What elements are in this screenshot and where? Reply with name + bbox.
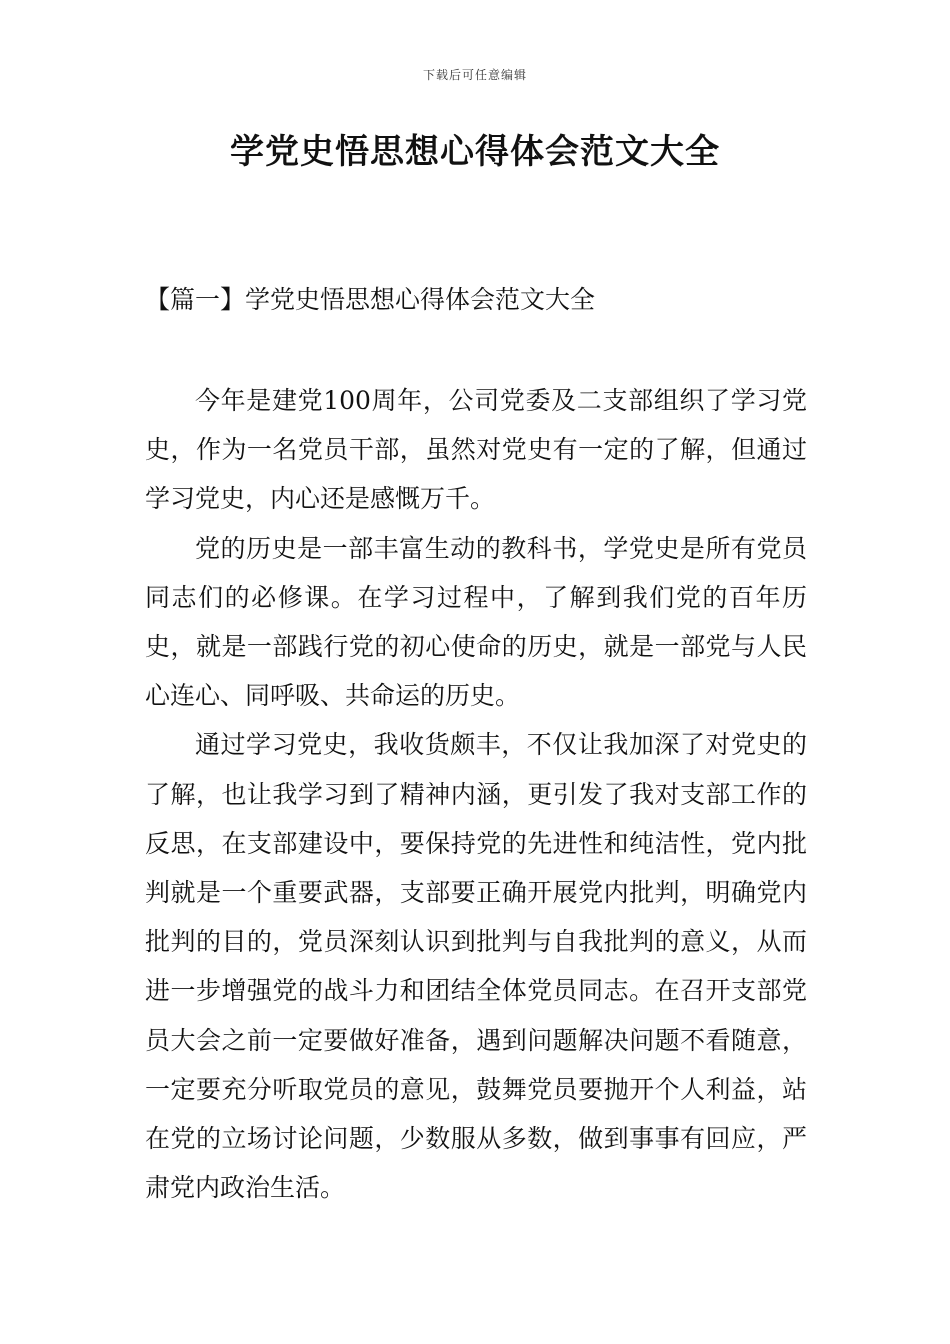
document-body <box>145 376 807 1212</box>
section-heading: 【篇一】学党史悟思想心得体会范文大全 <box>145 285 596 314</box>
paragraph-2: 党的历史是一部丰富生动的教科书，学党史是所有党员同志们的必修课。在学习过程中，了解到我们党的百年历史，就是一部践行党的初心使命的历史，就是一部党与人民心连心、同呼吸、共命运的历史。 <box>145 533 807 711</box>
header-note: 下载后可任意编辑 <box>422 68 527 82</box>
document-title: 学党史悟思想心得体会范文大全 <box>230 132 720 172</box>
paragraph-3: 通过学习党史，我收货颇丰，不仅让我加深了对党史的了解，也让我学习到了精神内涵，更引发了我对支部工作的反思，在支部建设中，要保持党的先进性和纯洁性，党内批判就是一个重要武器，支部要正确开展党内批判，明确党内批判的目的，党员深刻认识到批判与自我批判的意义，从而进一步增强党的战斗力和团结全体党员同志。在召开支部党员大会之前一定要做好准备，遇到问题解决问题不看随意，一定要充分听取党员的意见，鼓舞党员要抛开个人利益，站在党的立场讨论问题，少数服从多数，做到事事有回应，严肃党内政治生活。 <box>145 730 807 1203</box>
paragraph-1: 今年是建党100周年，公司党委及二支部组织了学习党史，作为一名党员干部，虽然对党史有一定的了解，但通过学习党史，内心还是感慨万千。 <box>145 386 807 514</box>
